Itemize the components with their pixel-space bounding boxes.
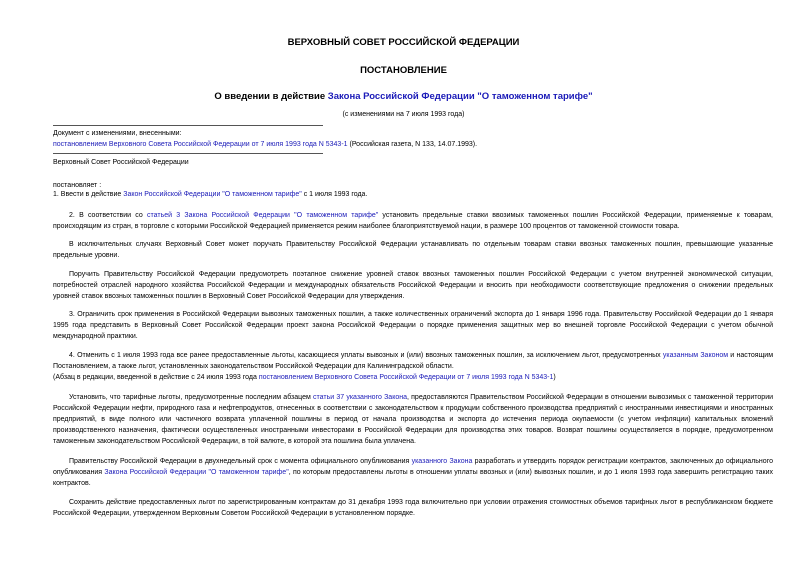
paragraph-5: 3. Ограничить срок применения в Российской Федерации вывозных таможенных пошлин, а также количественных ограничений экспорта до 1 января 1996 года. Правительству Российской Федерации до 1 января 1995 года представить в Верховный Совет Российской Федерации проект закона Российской Федерации о порядке применения защитных мер во внешней торговле Российской Федерации с учетом обычной международной практики. bbox=[53, 311, 773, 340]
p8-text-b: разработать и утвердить порядок регистрации контрактов, заключенных до официального опубликования bbox=[53, 458, 773, 476]
issuer-text: Верховный Совет Российской Федерации bbox=[53, 159, 189, 166]
divider-top bbox=[53, 125, 323, 126]
p1-law-link[interactable]: Закон Российской Федерации "О таможенном тарифе" bbox=[123, 191, 302, 198]
p1-text-a: 1. Ввести в действие bbox=[53, 191, 124, 198]
amend-decree-link[interactable]: постановлением Верховного Совета Российской Федерации от 7 июля 1993 года N 5343-1 bbox=[53, 141, 348, 148]
p6-note-b: ) bbox=[553, 374, 556, 381]
paragraph-2 bbox=[53, 210, 773, 232]
paragraph-6 bbox=[53, 350, 773, 383]
p8-text-a: Правительству Российской Федерации в двухнедельный срок с момента официального опубликования bbox=[69, 458, 412, 465]
amend-suffix: (Российская газета, N 133, 14.07.1993). bbox=[347, 141, 478, 148]
paragraph-8 bbox=[53, 456, 773, 489]
p6-note-decree-link[interactable]: постановлением Верховного Совета Российской Федерации от 7 июля 1993 года N 5343-1 bbox=[258, 374, 554, 381]
amend-intro: Документ с изменениями, внесенными: bbox=[53, 130, 182, 137]
title-prefix: О введении в действие bbox=[214, 91, 328, 102]
doc-type-heading: ПОСТАНОВЛЕНИЕ bbox=[360, 65, 447, 76]
divider-bottom bbox=[53, 153, 323, 154]
p7-text-a: Установить, что тарифные льготы, предусмотренные последним абзацем bbox=[69, 394, 313, 401]
paragraph-4: Поручить Правительству Российской Федерации предусмотреть поэтапное снижение уровней ставок ввозных таможенных пошлин Российской Федерации с учетом внутренней экономической ситуации, потребностей отраслей народного хозяйства Российской Федерации и международных обязательств Российской Федерации и вносить при необходимости соответствующие предложения о снижении предельных уровней ставок ввозных таможенных пошлин в Верховный Совет Российской Федерации для утверждения. bbox=[53, 271, 773, 300]
paragraph-9: Сохранить действие предоставленных льгот по зарегистрированным контрактам до 31 декабря 1993 года включительно при условии отражения стоимостных объемов тарифных льгот в республиканском бюджете Российской Федерации, утвержденном Верховным Советом Российской Федерации в установленном порядке. bbox=[53, 499, 773, 517]
p7-text-b: , предоставляются Правительством Российской Федерации в отношении вывозимых с таможенной территории Российской Федерации нефти, природного газа и нефтепродуктов, отнесенных в соответствии с законодательством к продукции собственного производства предприятий с иностранными инвестициями и иностранных предприятий, в виде полного или частичного возврата уплаченной пошлины в период от начала производства и экспорта до истечения периода окупаемости (с учетом инфляции) капитальных вложений производственного назначения, фактически осуществленных иностранными инвесторами в Российской Федерации для производства этих товаров. Возврат пошлины осуществляется в порядке, предусмотренном таможенным законодательством Российской Федерации, в той валюте, в которой эта пошлина была уплачена. bbox=[53, 394, 774, 445]
p6-law-link[interactable]: указанным Законом bbox=[662, 352, 729, 359]
p2-text-b: установить предельные ставки ввозимых таможенных пошлин Российской Федерации, применяемые к товарам, происходящим из стран, в торговле с которыми Российской Федерацией применяется режим наиболее благоприятствуемой нации, в размере 100 процентов от таможенной стоимости товара. bbox=[53, 212, 773, 230]
decrees-text: постановляет : bbox=[53, 182, 102, 189]
document-title bbox=[0, 91, 807, 102]
p8-law-link-2[interactable]: Закона Российской Федерации "О таможенном тарифе" bbox=[104, 469, 289, 476]
p8-text-c: , по которым предоставлены льготы в отношении уплаты ввозных и (или) вывозных пошлин, и до 1 июля 1993 года завершить регистрацию таких контрактов. bbox=[53, 469, 774, 487]
council-heading: ВЕРХОВНЫЙ СОВЕТ РОССИЙСКОЙ ФЕДЕРАЦИИ bbox=[287, 37, 520, 48]
p7-article-link[interactable]: статьи 37 указанного Закона bbox=[313, 394, 407, 401]
paragraph-3: В исключительных случаях Верховный Совет может поручать Правительству Российской Федерации устанавливать по отдельным товарам ставки ввозных таможенных пошлин, превышающие указанные предельные уровни. bbox=[53, 241, 773, 259]
p1-text-b: с 1 июля 1993 года. bbox=[301, 191, 368, 198]
amend-line bbox=[53, 139, 477, 150]
p2-article-link[interactable]: статьей 3 Закона Российской Федерации "О таможенном тарифе" bbox=[147, 212, 379, 219]
changes-note: (с изменениями на 7 июля 1993 года) bbox=[342, 111, 465, 118]
p6-text-b: и настоящим Постановлением, а также льгот, установленных законодательством Российской Федерации для Калининградской области. bbox=[53, 352, 774, 370]
p8-law-link-1[interactable]: указанного Закона bbox=[411, 458, 473, 465]
p2-text-a: 2. В соответствии со bbox=[69, 212, 148, 219]
p6-note-a: (Абзац в редакции, введенной в действие с 24 июля 1993 года bbox=[53, 374, 259, 381]
title-law-link[interactable]: Закона Российской Федерации "О таможенном тарифе" bbox=[327, 91, 593, 102]
p6-text-a: 4. Отменить с 1 июля 1993 года все ранее предоставленные льготы, касающиеся уплаты вывозных и (или) ввозных таможенных пошлин, за исключением льгот, предусмотренных bbox=[69, 352, 663, 359]
paragraph-1 bbox=[53, 189, 367, 200]
paragraph-7 bbox=[53, 392, 773, 447]
